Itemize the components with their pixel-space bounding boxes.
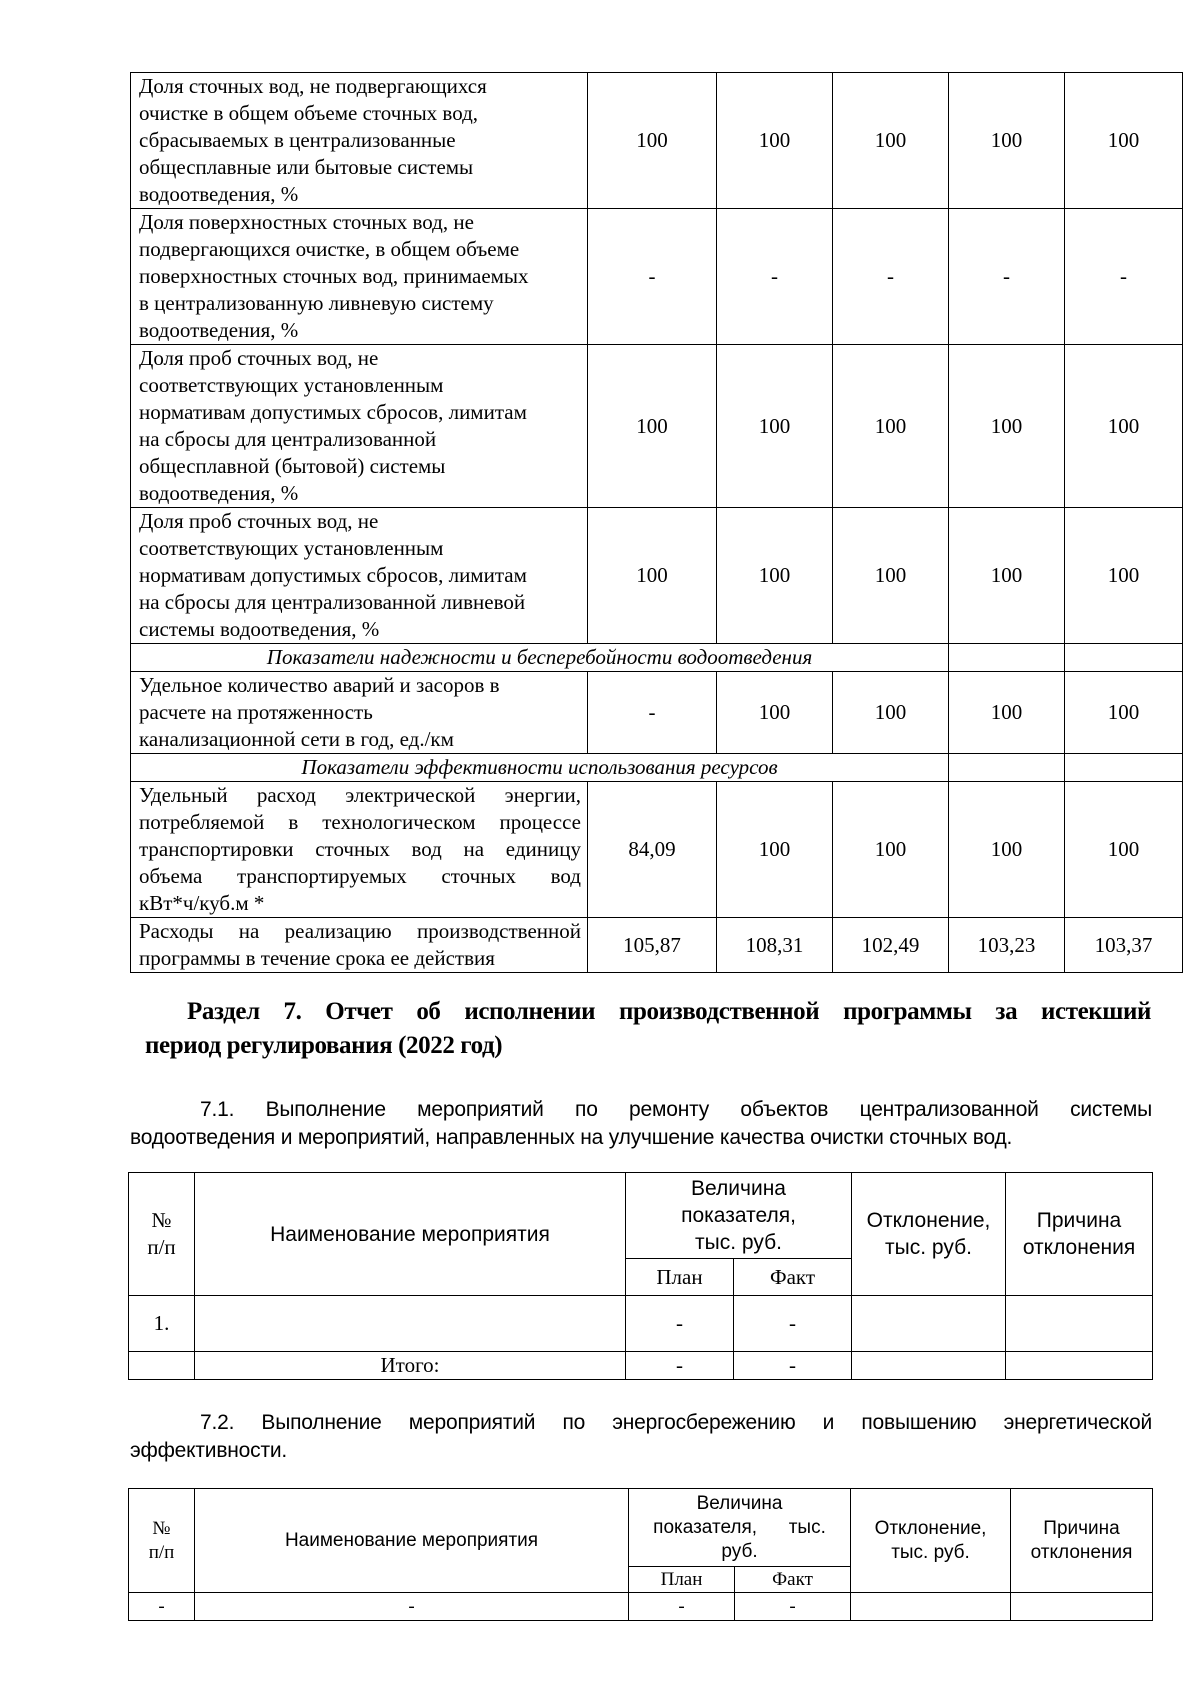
total-label: Итого:: [195, 1352, 626, 1380]
value-cell: -: [588, 209, 717, 345]
empty-cell: [949, 644, 1065, 672]
row-fact: -: [734, 1296, 852, 1352]
value-cell: -: [717, 209, 833, 345]
header-value: Величина показателя, тыс. руб.: [629, 1489, 851, 1567]
value-cell: 105,87: [588, 918, 717, 973]
indicator-name: Доля поверхностных сточных вод, не подвергающихся очистке, в общем объеме поверхностных сточных вод, принимаемых в централизованную ливневую систему водоотведения, %: [131, 209, 588, 345]
empty-cell: [1011, 1593, 1153, 1621]
empty-cell: [1065, 644, 1183, 672]
header-fact: Факт: [734, 1259, 852, 1296]
value-cell: 100: [717, 73, 833, 209]
row-plan: -: [626, 1296, 734, 1352]
section-7-heading: Раздел 7. Отчет об исполнении производственной программы за истекший период регулирования (2022 год): [145, 998, 1151, 1059]
value-cell: 100: [833, 508, 949, 644]
header-reason: Причина отклонения: [1006, 1173, 1153, 1296]
row-num: 1.: [129, 1296, 195, 1352]
row-plan: -: [629, 1593, 735, 1621]
energy-saving-table: [128, 1488, 1153, 1621]
row-num: -: [129, 1593, 195, 1621]
repair-measures-table: [128, 1172, 1153, 1380]
value-cell: 100: [1065, 782, 1183, 918]
value-cell: 84,09: [588, 782, 717, 918]
value-cell: 100: [833, 782, 949, 918]
empty-cell: [1006, 1352, 1153, 1380]
table-row: [131, 782, 1183, 918]
value-cell: 100: [717, 508, 833, 644]
header-reason: Причина отклонения: [1011, 1489, 1153, 1593]
header-plan: План: [629, 1567, 735, 1593]
value-cell: 100: [717, 345, 833, 508]
indicator-name: Доля сточных вод, не подвергающихся очистке в общем объеме сточных вод, сбрасываемых в централизованные общесплавные или бытовые системы водоотведения, %: [131, 73, 588, 209]
value-cell: 100: [949, 508, 1065, 644]
header-num: № п/п: [129, 1489, 195, 1593]
indicator-name: Доля проб сточных вод, не соответствующих установленным нормативам допустимых сбросов, лимитам на сбросы для централизованной общесплавной (бытовой) системы водоотведения, %: [131, 345, 588, 508]
header-row: [129, 1173, 1153, 1259]
row-reason: [1006, 1296, 1153, 1352]
section-heading-efficiency: Показатели эффективности использования ресурсов: [131, 754, 949, 782]
value-cell: 100: [717, 782, 833, 918]
value-cell: 102,49: [833, 918, 949, 973]
value-cell: -: [588, 672, 717, 754]
header-value: Величина показателя, тыс. руб.: [626, 1173, 852, 1259]
table-row: [129, 1593, 1153, 1621]
row-name: -: [195, 1593, 629, 1621]
value-cell: -: [1065, 209, 1183, 345]
header-row: [129, 1489, 1153, 1567]
header-deviation: Отклонение, тыс. руб.: [851, 1489, 1011, 1593]
table-row: [131, 345, 1183, 508]
value-cell: 100: [588, 508, 717, 644]
header-plan: План: [626, 1259, 734, 1296]
indicator-name: Удельное количество аварий и засоров в расчете на протяженность канализационной сети в год, ед./км: [131, 672, 588, 754]
value-cell: 100: [1065, 345, 1183, 508]
empty-cell: [949, 754, 1065, 782]
value-cell: 100: [949, 73, 1065, 209]
row-name: [195, 1296, 626, 1352]
header-name: Наименование мероприятия: [195, 1173, 626, 1296]
value-cell: 100: [717, 672, 833, 754]
empty-cell: [852, 1352, 1006, 1380]
table-row: [131, 672, 1183, 754]
value-cell: 100: [949, 345, 1065, 508]
value-cell: 100: [1065, 73, 1183, 209]
value-cell: 100: [1065, 508, 1183, 644]
section-row: [131, 754, 1183, 782]
value-cell: 100: [833, 73, 949, 209]
value-cell: 100: [588, 345, 717, 508]
row-fact: -: [735, 1593, 851, 1621]
indicator-name: Удельный расход электрической энергии, потребляемой в технологическом процессе транспортировки сточных вод на единицу объема транспортируемых сточных вод кВт*ч/куб.м *: [131, 782, 588, 918]
value-cell: -: [949, 209, 1065, 345]
section-row: [131, 644, 1183, 672]
indicators-table: [130, 72, 1183, 973]
empty-cell: [851, 1593, 1011, 1621]
table-row: [131, 918, 1183, 973]
header-num: № п/п: [129, 1173, 195, 1296]
empty-cell: [1065, 754, 1183, 782]
table-row: [131, 209, 1183, 345]
indicator-name: Расходы на реализацию производственной программы в течение срока ее действия: [131, 918, 588, 973]
total-plan: -: [626, 1352, 734, 1380]
value-cell: 108,31: [717, 918, 833, 973]
table-row: [129, 1296, 1153, 1352]
value-cell: 100: [949, 672, 1065, 754]
value-cell: -: [833, 209, 949, 345]
table-row: [131, 508, 1183, 644]
value-cell: 103,37: [1065, 918, 1183, 973]
value-cell: 100: [1065, 672, 1183, 754]
value-cell: 100: [833, 345, 949, 508]
header-name: Наименование мероприятия: [195, 1489, 629, 1593]
section-heading-reliability: Показатели надежности и бесперебойности водоотведения: [131, 644, 949, 672]
header-deviation: Отклонение, тыс. руб.: [852, 1173, 1006, 1296]
value-cell: 100: [833, 672, 949, 754]
paragraph-7-2: 7.2. Выполнение мероприятий по энергосбережению и повышению энергетической эффективности.: [130, 1411, 1152, 1462]
empty-cell: [129, 1352, 195, 1380]
header-fact: Факт: [735, 1567, 851, 1593]
value-cell: 100: [588, 73, 717, 209]
row-deviation: [852, 1296, 1006, 1352]
value-cell: 100: [949, 782, 1065, 918]
table-row: [131, 73, 1183, 209]
value-cell: 103,23: [949, 918, 1065, 973]
total-row: [129, 1352, 1153, 1380]
indicator-name: Доля проб сточных вод, не соответствующих установленным нормативам допустимых сбросов, лимитам на сбросы для централизованной ливневой системы водоотведения, %: [131, 508, 588, 644]
paragraph-7-1: 7.1. Выполнение мероприятий по ремонту объектов централизованной системы водоотведения и мероприятий, направленных на улучшение качества очистки сточных вод.: [130, 1098, 1152, 1149]
total-fact: -: [734, 1352, 852, 1380]
